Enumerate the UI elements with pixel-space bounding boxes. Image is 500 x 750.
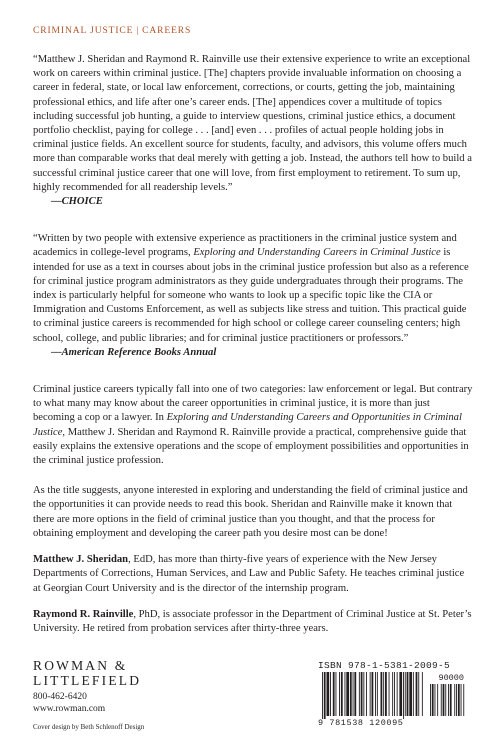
main-text <box>33 53 473 636</box>
category-label <box>33 26 191 36</box>
barcode-bar <box>353 672 354 716</box>
review-quote-1 <box>33 53 473 195</box>
description-paragraph-2: As the title suggests, anyone interested in exploring and understanding the field of criminal justice and the opportunities it can provide needs to read this book. Sheridan and Rainville make it known that there are more options in the field of criminal justice than you thought, and that the process for obtaining employment and developing the career path you desire most can be done! <box>33 485 468 539</box>
barcode-bar <box>333 672 335 716</box>
barcode-bar <box>383 672 384 716</box>
barcode-bar <box>394 672 395 716</box>
description-paragraph-1 <box>33 383 473 468</box>
barcode-bar <box>345 672 346 716</box>
price-barcode-bar <box>456 684 457 716</box>
description-1-post: , Matthew J. Sheridan and Raymond R. Rainville provide a practical, comprehensive guide that easily explains the extensive operations and the scope of employment possibilities and opportunities in the criminal justice profession. <box>33 426 469 467</box>
barcode-bar <box>389 672 390 716</box>
barcode-bar <box>372 672 374 716</box>
barcode-bar <box>405 672 406 716</box>
barcode-bar <box>413 672 414 716</box>
ean-digits: 9 781538 120095 <box>318 718 404 728</box>
barcode-bar <box>346 672 349 716</box>
publisher-phone: 800-462-6420 <box>33 692 87 702</box>
price-code: 90000 <box>438 673 464 683</box>
barcode-bar <box>322 672 323 719</box>
price-barcode-bar <box>458 684 460 716</box>
review-source-1: CHOICE <box>61 196 103 208</box>
barcode-bar <box>381 672 383 716</box>
barcode-bar <box>397 672 398 716</box>
barcode-bar <box>409 672 412 716</box>
price-barcode-bar <box>441 684 442 716</box>
barcode-bar <box>418 672 419 716</box>
review-quote-1-text: “Matthew J. Sheridan and Raymond R. Rainville use their extensive experience to write an exceptional work on careers within criminal justice. [The] chapters provide invaluable information on choosing a career in federal, state, or local law enforcement, corrections, or courts, getting the job, maintaining professional ethics, and life after one’s career ends. [The] appendices cover a multitude of topics including successful job hunting, a guide to interview questions, criminal justice ethics, a document portfolio checklist, paying for college . . . [and] even . . . profiles of actual people holding jobs in criminal justice fields. An excellent source for students, faculty, and advisors, this volume offers much more than comparable works that deal merely with getting a job. Instead, the authors tell how to build a successful criminal justice career that one will love, from first employment to retirement. To sum up, highly recommended for all readership levels.” <box>33 54 472 193</box>
price-barcode-bar <box>461 684 462 716</box>
price-barcode-bar <box>450 684 452 716</box>
category-left: CRIMINAL JUSTICE <box>33 26 134 36</box>
publisher-logo-line-2: LITTLEFIELD <box>33 673 142 688</box>
barcode-bar <box>339 672 340 716</box>
review-attribution-2: —American Reference Books Annual <box>51 346 217 358</box>
review-quote-2 <box>33 232 473 346</box>
barcode-bar <box>361 672 363 716</box>
author-bio-2-text: , PhD, is associate professor in the Department of Criminal Justice at St. Peter’s University. He retired from probation services after thirty-three years. <box>33 608 472 634</box>
author-name-1: Matthew J. Sheridan <box>33 554 129 566</box>
price-barcode-bar <box>454 684 455 716</box>
price-barcode-bar <box>443 684 445 716</box>
author-name-2: Raymond R. Rainville <box>33 608 134 620</box>
description-1-title: Exploring and Understanding Careers and Opportunities in Criminal Justice <box>33 412 462 438</box>
barcode-bar <box>354 672 356 716</box>
barcode-bar <box>377 672 378 716</box>
barcode-bar <box>403 672 404 719</box>
price-barcode-bar <box>463 684 464 716</box>
price-barcode-bar <box>437 684 438 716</box>
price-barcode-bar <box>435 684 436 716</box>
barcode-bar <box>324 672 326 719</box>
review-source-2: American Reference Books Annual <box>61 346 217 358</box>
description-1-pre: Criminal justice careers typically fall into one of two categories: law enforcement or legal. But contrary to what many may know about the career opportunities in criminal justice, it is more than just becoming a cop or a lawyer. In <box>33 384 473 424</box>
publisher-url: www.rowman.com <box>33 704 106 714</box>
author-bio-2 <box>33 608 473 636</box>
barcode-bar <box>359 672 360 716</box>
barcode-bar <box>366 672 367 716</box>
barcode-bar <box>327 672 330 716</box>
isbn-barcode <box>318 660 468 730</box>
price-barcode-bar <box>430 684 431 716</box>
barcode-bar <box>336 672 337 716</box>
barcode-bar <box>350 672 352 716</box>
publisher-logo-line-1: ROWMAN & <box>33 658 128 673</box>
barcode-bar <box>363 672 364 716</box>
category-separator: | <box>136 26 140 36</box>
isbn-number: ISBN 978-1-5381-2009-5 <box>318 660 451 671</box>
barcode-bar <box>385 672 387 716</box>
publisher-block <box>33 658 233 715</box>
author-bio-1 <box>33 553 473 596</box>
barcode-bar <box>407 672 409 716</box>
author-bio-1-text: , EdD, has more than thirty-five years of experience with the New Jersey Departments of Corrections, Human Services, and Law and Public Safety. He teaches criminal justice at Georgian Court University and is the director of the internship program. <box>33 554 465 594</box>
barcode-bar <box>370 672 371 716</box>
barcode-bar <box>330 672 331 716</box>
review-attribution-1: —CHOICE <box>51 196 103 208</box>
barcode-bar <box>375 672 376 716</box>
price-barcode-bar <box>445 684 446 716</box>
barcode-bar <box>392 672 393 716</box>
review-quote-2-pre: “Written by two people with extensive experience as practitioners in the criminal justice system and academics in college-level programs, <box>33 233 457 259</box>
barcode-bar <box>422 672 423 716</box>
review-quote-2-post: is intended for use as a text in courses about jobs in the criminal justice profession but also as a reference for criminal justice program administrators as they guide undergraduates through their programs. The index is particularly helpful for someone who wants to look up a specific topic like the CIA or Immigration and Customs Enforcement, as well as subjects like stress and tuition. This practical guide to criminal justice careers is recommended for high school or college career counseling centers; high school, college, and public libraries; and for criminal justice practitioners or professors.” <box>33 247 469 344</box>
category-right: CAREERS <box>142 26 192 36</box>
barcode-bar <box>416 672 418 716</box>
price-barcode-bar <box>432 684 434 716</box>
price-barcode-bar <box>448 684 449 716</box>
review-quote-2-title: Exploring and Understanding Careers in Criminal Justice <box>193 247 441 259</box>
cover-design-credit: Cover design by Beth Schlenoff Design <box>33 723 145 731</box>
barcode-bar <box>341 672 343 716</box>
barcode-bar <box>399 672 402 716</box>
